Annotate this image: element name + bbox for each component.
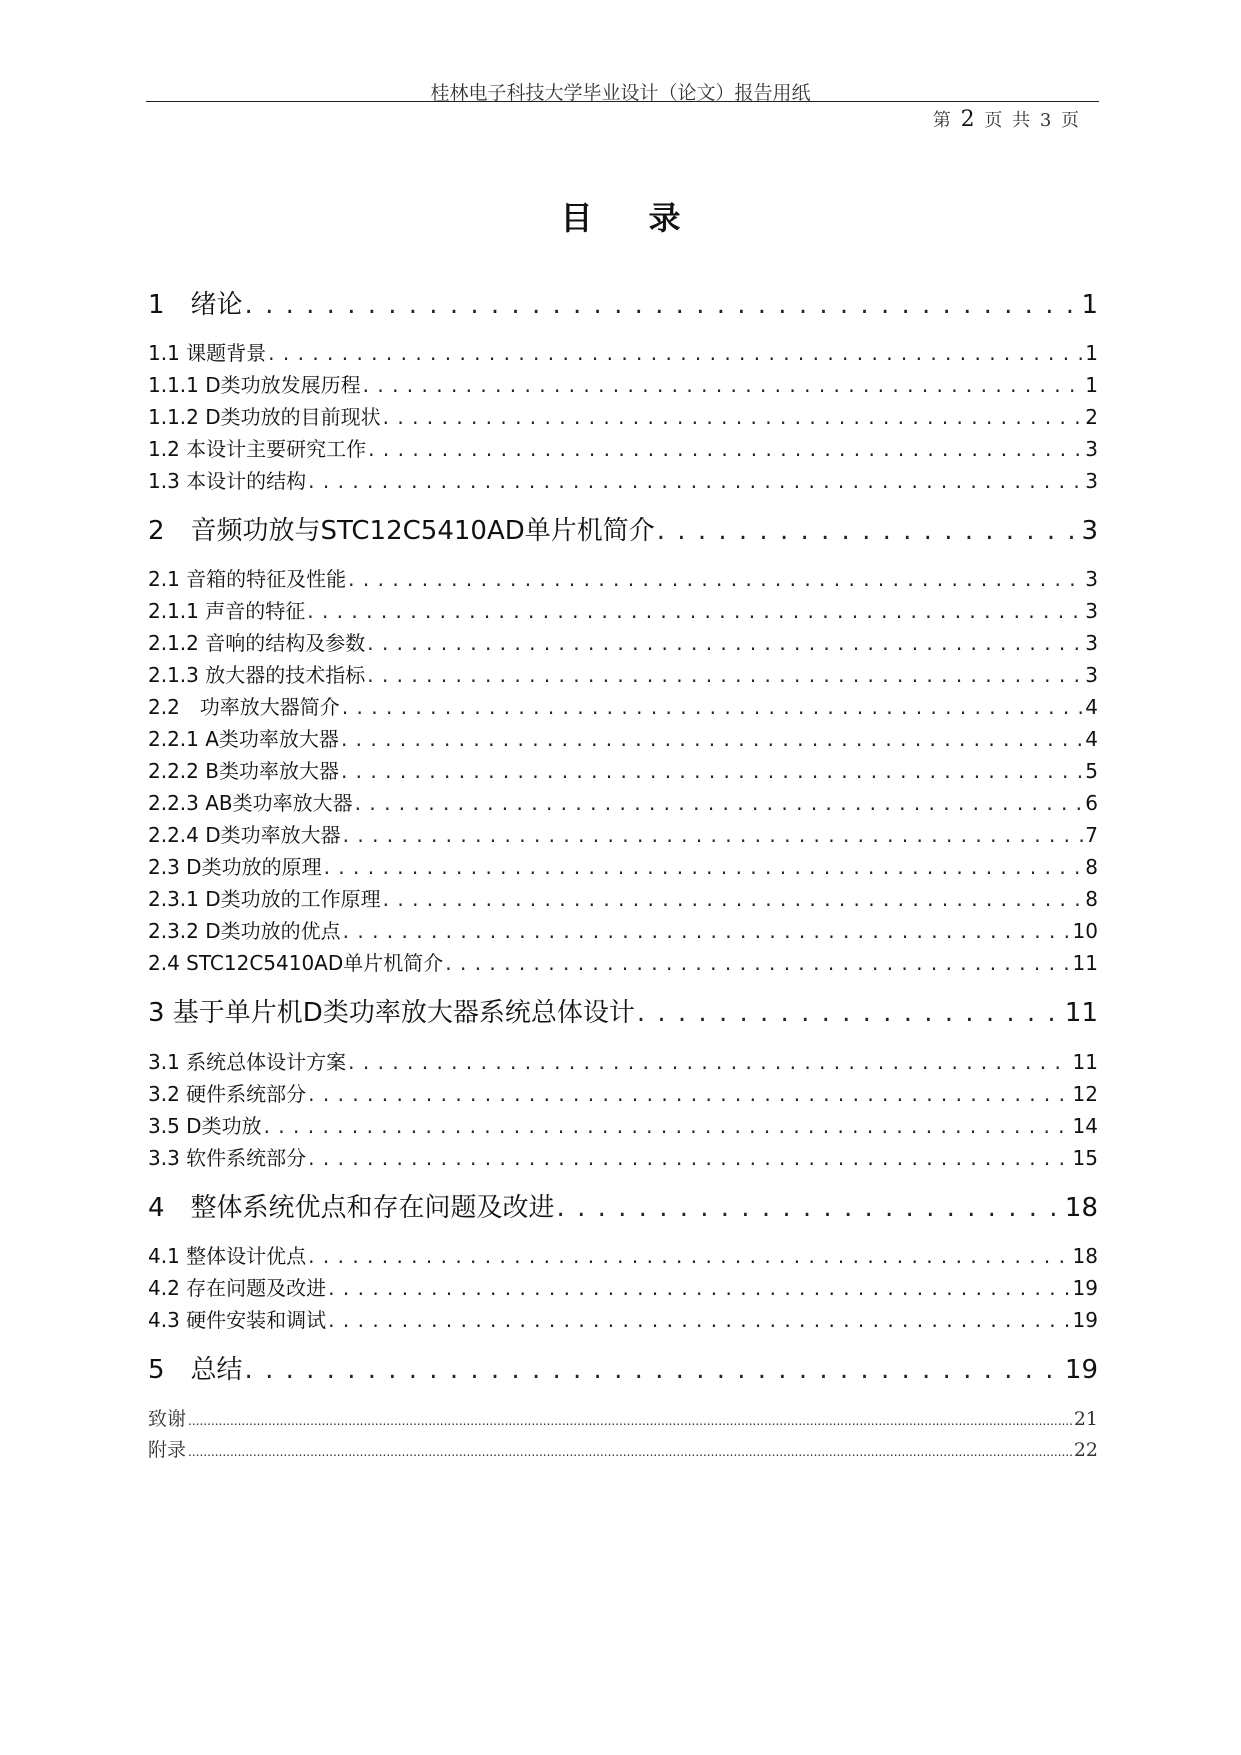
dot-leader <box>188 1414 1072 1428</box>
toc-entry-page: 3 <box>1085 567 1098 591</box>
toc-entry[interactable] <box>148 1272 1098 1300</box>
toc-entry[interactable] <box>148 627 1098 655</box>
dot-leader <box>343 823 1084 847</box>
toc-entry[interactable] <box>148 563 1098 591</box>
toc-entry[interactable] <box>148 819 1098 847</box>
toc-entry-page: 10 <box>1072 919 1098 943</box>
dot-leader <box>363 373 1084 397</box>
toc-entry-label: 2.2.2 B类功率放大器 <box>148 759 339 783</box>
toc-entry-label: 1 绪论 <box>148 290 243 320</box>
header-rule <box>146 101 1099 102</box>
toc-entry[interactable] <box>148 433 1098 461</box>
toc-entry[interactable] <box>148 947 1098 975</box>
toc-entry-label: 2.3 D类功放的原理 <box>148 855 322 879</box>
page-suffix: 页 <box>1061 110 1079 131</box>
toc-entry-label: 5 总结 <box>148 1355 243 1385</box>
toc-entry-page: 21 <box>1073 1408 1098 1430</box>
toc-entry[interactable] <box>148 401 1098 429</box>
toc-entry-label: 3.2 硬件系统部分 <box>148 1082 307 1106</box>
toc-entry-label: 3.1 系统总体设计方案 <box>148 1050 347 1074</box>
toc-entry-label: 2.1.1 声音的特征 <box>148 599 306 623</box>
toc-entry[interactable] <box>148 1142 1098 1170</box>
dot-leader <box>557 1193 1063 1223</box>
toc-entry-page: 3 <box>1085 631 1098 655</box>
toc-entry-label: 2.3.1 D类功放的工作原理 <box>148 887 381 911</box>
toc-entry-label: 4.3 硬件安装和调试 <box>148 1308 327 1332</box>
toc-entry-label: 4.1 整体设计优点 <box>148 1244 307 1268</box>
toc-entry-label: 2.2.4 D类功率放大器 <box>148 823 341 847</box>
toc-entry[interactable] <box>148 1304 1098 1332</box>
running-header-title: 桂林电子科技大学毕业设计（论文）报告用纸 <box>430 82 811 104</box>
toc-entry-page: 19 <box>1064 1355 1098 1385</box>
toc-entry-page: 15 <box>1072 1146 1098 1170</box>
toc-entry-page: 11 <box>1064 998 1098 1028</box>
toc-entry-label: 1.1 课题背景 <box>148 341 267 365</box>
toc-entry-page: 11 <box>1072 951 1098 975</box>
dot-leader <box>245 1355 1063 1385</box>
toc-entry[interactable] <box>148 1240 1098 1268</box>
toc-title: 目录 <box>560 199 737 237</box>
toc-entry-label: 1.3 本设计的结构 <box>148 469 307 493</box>
dot-leader <box>308 1146 1070 1170</box>
toc-entry[interactable] <box>148 787 1098 815</box>
toc-entry[interactable] <box>148 595 1098 623</box>
toc-entry[interactable] <box>148 691 1098 719</box>
dot-leader <box>343 919 1071 943</box>
toc-entry-page: 7 <box>1085 823 1098 847</box>
page-current: 2 <box>960 107 975 132</box>
toc-entry-label: 2.2.3 AB类功率放大器 <box>148 791 353 815</box>
toc-entry-page: 18 <box>1072 1244 1098 1268</box>
toc-entry-page: 3 <box>1081 516 1098 546</box>
dot-leader <box>637 998 1063 1028</box>
toc-entry-label: 附录 <box>148 1439 187 1461</box>
dot-leader <box>324 855 1084 879</box>
toc-entry-page: 3 <box>1085 599 1098 623</box>
dot-leader <box>342 695 1083 719</box>
dot-leader <box>383 887 1084 911</box>
toc-entry-page: 11 <box>1072 1050 1098 1074</box>
toc-entry[interactable] <box>148 1078 1098 1106</box>
toc-entry-chapter[interactable] <box>148 284 1098 318</box>
toc-entry-chapter[interactable] <box>148 1349 1098 1383</box>
toc-entry-page: 3 <box>1085 663 1098 687</box>
toc-entry-page: 8 <box>1085 887 1098 911</box>
toc-entry-page: 5 <box>1085 759 1098 783</box>
toc-entry-label: 3.5 D类功放 <box>148 1114 262 1138</box>
dot-leader <box>367 631 1083 655</box>
page-middle: 页 共 <box>984 110 1031 131</box>
dot-leader <box>307 599 1083 623</box>
dot-leader <box>308 1082 1070 1106</box>
page-number <box>933 106 1079 132</box>
dot-leader <box>245 290 1080 320</box>
toc-entry-page: 1 <box>1081 290 1098 320</box>
toc-entry-acknowledgement[interactable] <box>148 1404 1098 1430</box>
dot-leader <box>657 516 1080 546</box>
toc-entry-page: 2 <box>1085 405 1098 429</box>
toc-entry-label: 3 基于单片机D类功率放大器系统总体设计 <box>148 998 635 1028</box>
toc-entry[interactable] <box>148 1110 1098 1138</box>
dot-leader <box>445 951 1070 975</box>
toc-entry-label: 致谢 <box>148 1408 187 1430</box>
toc-entry[interactable] <box>148 465 1098 493</box>
toc-entry-label: 2 音频功放与STC12C5410AD单片机简介 <box>148 516 655 546</box>
toc-entry-page: 19 <box>1072 1308 1098 1332</box>
page-prefix: 第 <box>932 110 951 131</box>
toc-entry-label: 2.2 功率放大器简介 <box>148 695 340 719</box>
toc-entry-label: 2.1.2 音响的结构及参数 <box>148 631 366 655</box>
toc-entry-page: 3 <box>1085 437 1098 461</box>
dot-leader <box>355 791 1084 815</box>
toc-entry-page: 14 <box>1072 1114 1098 1138</box>
page-total: 3 <box>1039 110 1052 131</box>
toc-entry[interactable] <box>148 883 1098 911</box>
toc-entry[interactable] <box>148 1046 1098 1074</box>
toc-entry-chapter[interactable] <box>148 992 1098 1026</box>
toc-entry-label: 1.2 本设计主要研究工作 <box>148 437 367 461</box>
toc-entry-label: 2.4 STC12C5410AD单片机简介 <box>148 951 444 975</box>
toc-entry-label: 1.1.1 D类功放发展历程 <box>148 373 361 397</box>
toc-entry-chapter[interactable] <box>148 510 1098 544</box>
dot-leader <box>341 727 1083 751</box>
toc-entry-page: 8 <box>1085 855 1098 879</box>
dot-leader <box>308 469 1083 493</box>
dot-leader <box>328 1276 1070 1300</box>
toc-entry-page: 1 <box>1085 341 1098 365</box>
dot-leader <box>383 405 1084 429</box>
toc-entry-page: 6 <box>1085 791 1098 815</box>
toc-entry-page: 19 <box>1072 1276 1098 1300</box>
toc-entry[interactable] <box>148 659 1098 687</box>
toc-entry-label: 2.1 音箱的特征及性能 <box>148 567 347 591</box>
toc-entry-page: 4 <box>1085 695 1098 719</box>
dot-leader <box>348 1050 1070 1074</box>
toc-entry-page: 22 <box>1073 1439 1098 1461</box>
toc-entry[interactable] <box>148 915 1098 943</box>
toc-entry[interactable] <box>148 723 1098 751</box>
toc-entry-chapter[interactable] <box>148 1187 1098 1221</box>
toc-entry-label: 2.3.2 D类功放的优点 <box>148 919 341 943</box>
toc-entry[interactable] <box>148 851 1098 879</box>
dot-leader <box>264 1114 1071 1138</box>
toc-entry-label: 2.2.1 A类功率放大器 <box>148 727 339 751</box>
toc-entry[interactable] <box>148 337 1098 365</box>
dot-leader <box>328 1308 1070 1332</box>
toc-entry[interactable] <box>148 369 1098 397</box>
toc-entry-label: 4.2 存在问题及改进 <box>148 1276 327 1300</box>
dot-leader <box>367 663 1083 687</box>
toc-entry-label: 3.3 软件系统部分 <box>148 1146 307 1170</box>
toc-entry-page: 1 <box>1085 373 1098 397</box>
toc-entry-appendix[interactable] <box>148 1435 1098 1461</box>
toc-entry-page: 12 <box>1072 1082 1098 1106</box>
toc-entry-label: 4 整体系统优点和存在问题及改进 <box>148 1193 555 1223</box>
toc-entry-page: 18 <box>1064 1193 1098 1223</box>
dot-leader <box>348 567 1083 591</box>
toc-entry[interactable] <box>148 755 1098 783</box>
toc-entry-label: 2.1.3 放大器的技术指标 <box>148 663 366 687</box>
dot-leader <box>308 1244 1070 1268</box>
toc-entry-page: 4 <box>1085 727 1098 751</box>
toc-entry-label: 1.1.2 D类功放的目前现状 <box>148 405 381 429</box>
dot-leader <box>341 759 1083 783</box>
toc-entry-page: 3 <box>1085 469 1098 493</box>
dot-leader <box>368 437 1083 461</box>
dot-leader <box>188 1445 1072 1459</box>
dot-leader <box>268 341 1083 365</box>
